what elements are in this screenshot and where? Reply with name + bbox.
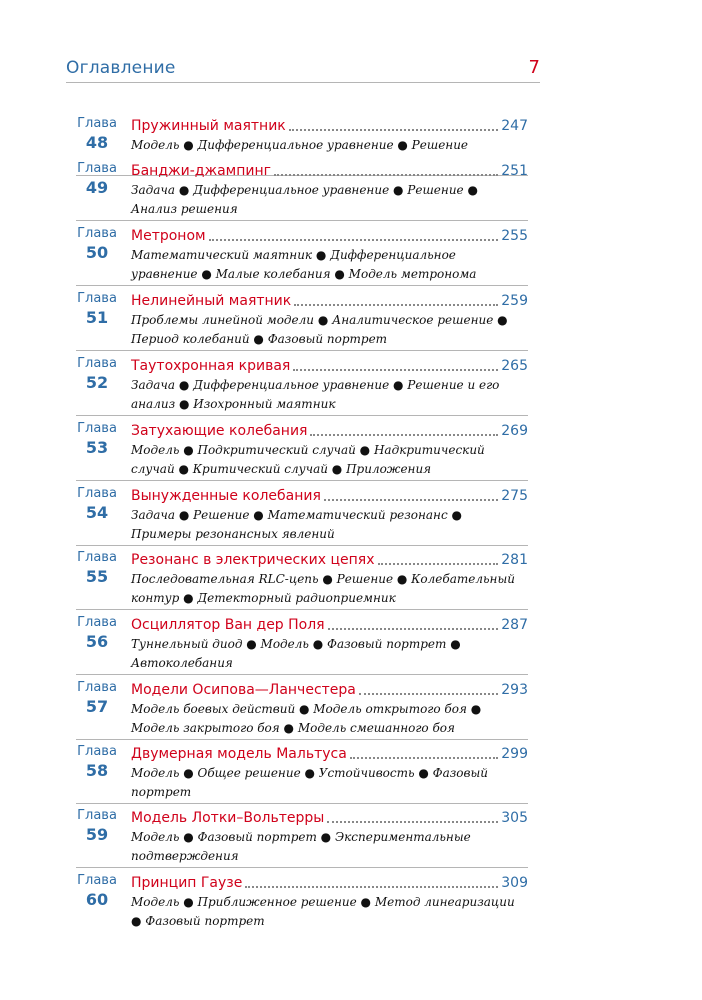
chapter-page[interactable]: 299 (501, 746, 528, 762)
chapter-number: 52 (85, 373, 109, 392)
chapter-number: 60 (85, 890, 109, 909)
chapter-label: Глава (77, 421, 117, 436)
chapter-topics: Туннельный диод ● Модель ● Фазовый портрет ● Автоколебания (131, 637, 461, 670)
chapter-label: Глава (77, 615, 117, 630)
chapter-label: Глава (77, 291, 117, 306)
title-line (131, 680, 528, 698)
dot-leader (350, 757, 498, 759)
chapter-title[interactable]: Нелинейный маятник (131, 293, 292, 309)
dot-leader (274, 174, 498, 176)
chapter-topics: Модель ● Приближенное решение ● Метод линеаризации ● Фазовый портрет (131, 895, 515, 928)
chapter-title[interactable]: Банджи-джампинг (131, 163, 271, 179)
divider (76, 480, 528, 481)
title-line (131, 550, 528, 568)
chapter-page[interactable]: 255 (501, 228, 528, 244)
chapter-label: Глава (77, 744, 117, 759)
divider (76, 739, 528, 740)
divider (76, 285, 528, 286)
chapter-label: Глава (77, 486, 117, 501)
divider (76, 867, 528, 868)
toc-entry[interactable] (76, 808, 528, 868)
title-line (131, 161, 528, 179)
title-line (131, 291, 528, 309)
title-line (131, 744, 528, 762)
chapter-page[interactable]: 247 (501, 118, 528, 134)
toc-entry[interactable] (76, 486, 528, 546)
chapter-title[interactable]: Модели Осипова—Ланчестера (131, 682, 356, 698)
chapter-page[interactable]: 259 (501, 293, 528, 309)
chapter-page[interactable]: 287 (501, 617, 528, 633)
chapter-page[interactable]: 281 (501, 552, 528, 568)
toc-entry[interactable] (76, 744, 528, 804)
dot-leader (327, 821, 498, 823)
chapter-title[interactable]: Принцип Гаузе (131, 875, 243, 891)
chapter-number: 59 (85, 825, 109, 844)
chapter-number: 58 (85, 761, 109, 780)
chapter-topics: Задача ● Решение ● Математический резонанс ● Примеры резонансных явлений (131, 508, 462, 541)
chapter-title[interactable]: Двумерная модель Мальтуса (131, 746, 347, 762)
dot-leader (245, 886, 498, 888)
chapter-number: 57 (85, 697, 109, 716)
chapter-page[interactable]: 269 (501, 423, 528, 439)
dot-leader (289, 129, 499, 131)
title-line (131, 356, 528, 374)
chapter-title[interactable]: Резонанс в электрических цепях (131, 552, 375, 568)
dot-leader (359, 693, 498, 695)
dot-leader (310, 434, 498, 436)
chapter-label: Глава (77, 226, 117, 241)
dot-leader (324, 499, 498, 501)
chapter-page[interactable]: 265 (501, 358, 528, 374)
chapter-page[interactable]: 251 (501, 163, 528, 179)
chapter-topics: Задача ● Дифференциальное уравнение ● Решение и его анализ ● Изохронный маятник (131, 378, 500, 411)
chapter-title[interactable]: Вынужденные колебания (131, 488, 321, 504)
divider (76, 545, 528, 546)
title-line (131, 486, 528, 504)
chapter-title[interactable]: Затухающие колебания (131, 423, 308, 439)
divider (76, 220, 528, 221)
divider (76, 674, 528, 675)
toc-entry[interactable] (76, 161, 528, 221)
divider (76, 609, 528, 610)
page-number: 7 (528, 57, 540, 78)
chapter-label: Глава (77, 116, 117, 131)
title-line (131, 226, 528, 244)
chapter-topics: Модель ● Общее решение ● Устойчивость ● Фазовый портрет (131, 766, 488, 799)
title-line (131, 116, 528, 134)
chapter-number: 54 (85, 503, 109, 522)
chapter-label: Глава (77, 873, 117, 888)
chapter-topics: Проблемы линейной модели ● Аналитическое решение ● Период колебаний ● Фазовый портрет (131, 313, 508, 346)
dot-leader (328, 628, 499, 630)
chapter-title[interactable]: Осциллятор Ван дер Поля (131, 617, 325, 633)
chapter-number: 53 (85, 438, 109, 457)
chapter-title[interactable]: Модель Лотки–Вольтерры (131, 810, 325, 826)
dot-leader (294, 304, 498, 306)
divider (76, 350, 528, 351)
chapter-number: 49 (85, 178, 109, 197)
chapter-label: Глава (77, 161, 117, 176)
toc-entry[interactable] (76, 356, 528, 416)
chapter-page[interactable]: 309 (501, 875, 528, 891)
chapter-number: 48 (85, 133, 109, 152)
chapter-title[interactable]: Метроном (131, 228, 206, 244)
chapter-page[interactable]: 305 (501, 810, 528, 826)
chapter-topics: Математический маятник ● Дифференциальное уравнение ● Малые колебания ● Модель метронома (131, 248, 477, 281)
toc-entry[interactable] (76, 615, 528, 675)
chapter-topics: Модель боевых действий ● Модель открытого боя ● Модель закрытого боя ● Модель смешанного боя (131, 702, 482, 735)
chapter-page[interactable]: 275 (501, 488, 528, 504)
title-line (131, 808, 528, 826)
chapter-label: Глава (77, 680, 117, 695)
chapter-title[interactable]: Пружинный маятник (131, 118, 286, 134)
toc-entry[interactable] (76, 550, 528, 610)
page-header (66, 58, 540, 83)
dot-leader (378, 563, 499, 565)
chapter-topics: Модель ● Дифференциальное уравнение ● Решение (131, 138, 469, 152)
chapter-label: Глава (77, 550, 117, 565)
toc-entry[interactable] (76, 421, 528, 481)
dot-leader (293, 369, 498, 371)
chapter-number: 50 (85, 243, 109, 262)
title-line (131, 873, 528, 891)
chapter-topics: Последовательная RLC-цепь ● Решение ● Колебательный контур ● Детекторный радиоприемник (131, 572, 515, 605)
dot-leader (209, 239, 499, 241)
chapter-topics: Задача ● Дифференциальное уравнение ● Решение ● Анализ решения (131, 183, 478, 216)
chapter-number: 51 (85, 308, 109, 327)
chapter-topics: Модель ● Подкритический случай ● Надкритический случай ● Критический случай ● Приложения (131, 443, 485, 476)
chapter-number: 55 (85, 567, 109, 586)
chapter-label: Глава (77, 808, 117, 823)
toc-entry[interactable] (76, 680, 528, 740)
chapter-label: Глава (77, 356, 117, 371)
title-line (131, 615, 528, 633)
toc-entry[interactable] (76, 226, 528, 286)
divider (76, 803, 528, 804)
chapter-page[interactable]: 293 (501, 682, 528, 698)
divider (76, 415, 528, 416)
chapter-number: 56 (85, 632, 109, 651)
page-title: Оглавление (66, 58, 176, 78)
title-line (131, 421, 528, 439)
toc-entry[interactable] (76, 291, 528, 351)
chapter-title[interactable]: Таутохронная кривая (131, 358, 291, 374)
toc-entry[interactable] (76, 873, 528, 933)
chapter-topics: Модель ● Фазовый портрет ● Экспериментальные подтверждения (131, 830, 471, 863)
